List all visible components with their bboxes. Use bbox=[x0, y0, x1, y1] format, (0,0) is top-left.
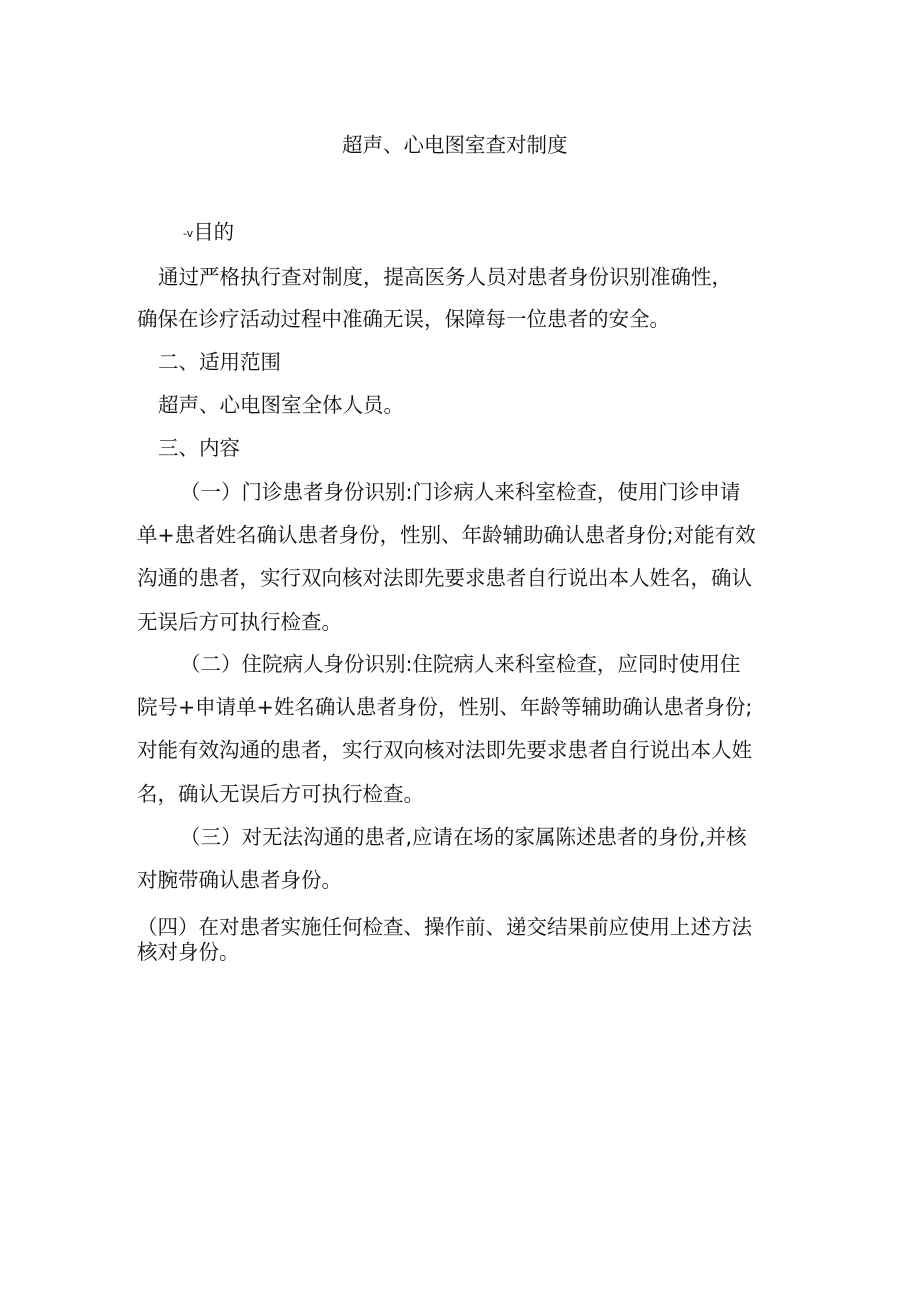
purpose-line: 通过严格执行查对制度，提高医务人员对患者身份识别准确性， bbox=[158, 265, 732, 289]
item2-line: 名，确认无误后方可执行检查。 bbox=[137, 782, 424, 806]
scope-text: 超声、心电图室全体人员。 bbox=[158, 393, 404, 417]
item2-line: 对能有效沟通的患者，实行双向核对法即先要求患者自行说出本人姓 bbox=[137, 738, 752, 762]
content-heading: 三、内容 bbox=[158, 436, 240, 460]
purpose-heading-text: 目的 bbox=[193, 220, 235, 244]
purpose-heading bbox=[183, 219, 234, 247]
item3-line: （三）对无法沟通的患者,应请在场的家属陈述患者的身份,并核 bbox=[180, 825, 747, 849]
item4-line: 核对身份。 bbox=[137, 940, 240, 964]
scope-heading: 二、适用范围 bbox=[158, 350, 281, 374]
item2-line: 院号+申请单+姓名确认患者身份，性别、年龄等辅助确认患者身份; bbox=[137, 695, 753, 719]
item1-line: （一）门诊患者身份识别:门诊病人来科室检查，使用门诊申请 bbox=[180, 480, 741, 504]
item4-line: （四）在对患者实施任何检查、操作前、递交结果前应使用上述方法 bbox=[137, 915, 752, 939]
item2-line: （二）住院病人身份识别:住院病人来科室检查，应同时使用住 bbox=[180, 652, 741, 676]
item3-line: 对腕带确认患者身份。 bbox=[137, 868, 342, 892]
item1-line: 单+患者姓名确认患者身份，性别、年龄辅助确认患者身份;对能有效 bbox=[137, 523, 756, 547]
item1-line: 无误后方可执行检查。 bbox=[137, 610, 342, 634]
purpose-line: 确保在诊疗活动过程中准确无误，保障每一位患者的安全。 bbox=[137, 307, 670, 331]
document-title: 超声、心电图室查对制度 bbox=[342, 133, 568, 157]
purpose-prefix: -v bbox=[183, 227, 194, 240]
item1-line: 沟通的患者，实行双向核对法即先要求患者自行说出本人姓名，确认 bbox=[137, 566, 752, 590]
